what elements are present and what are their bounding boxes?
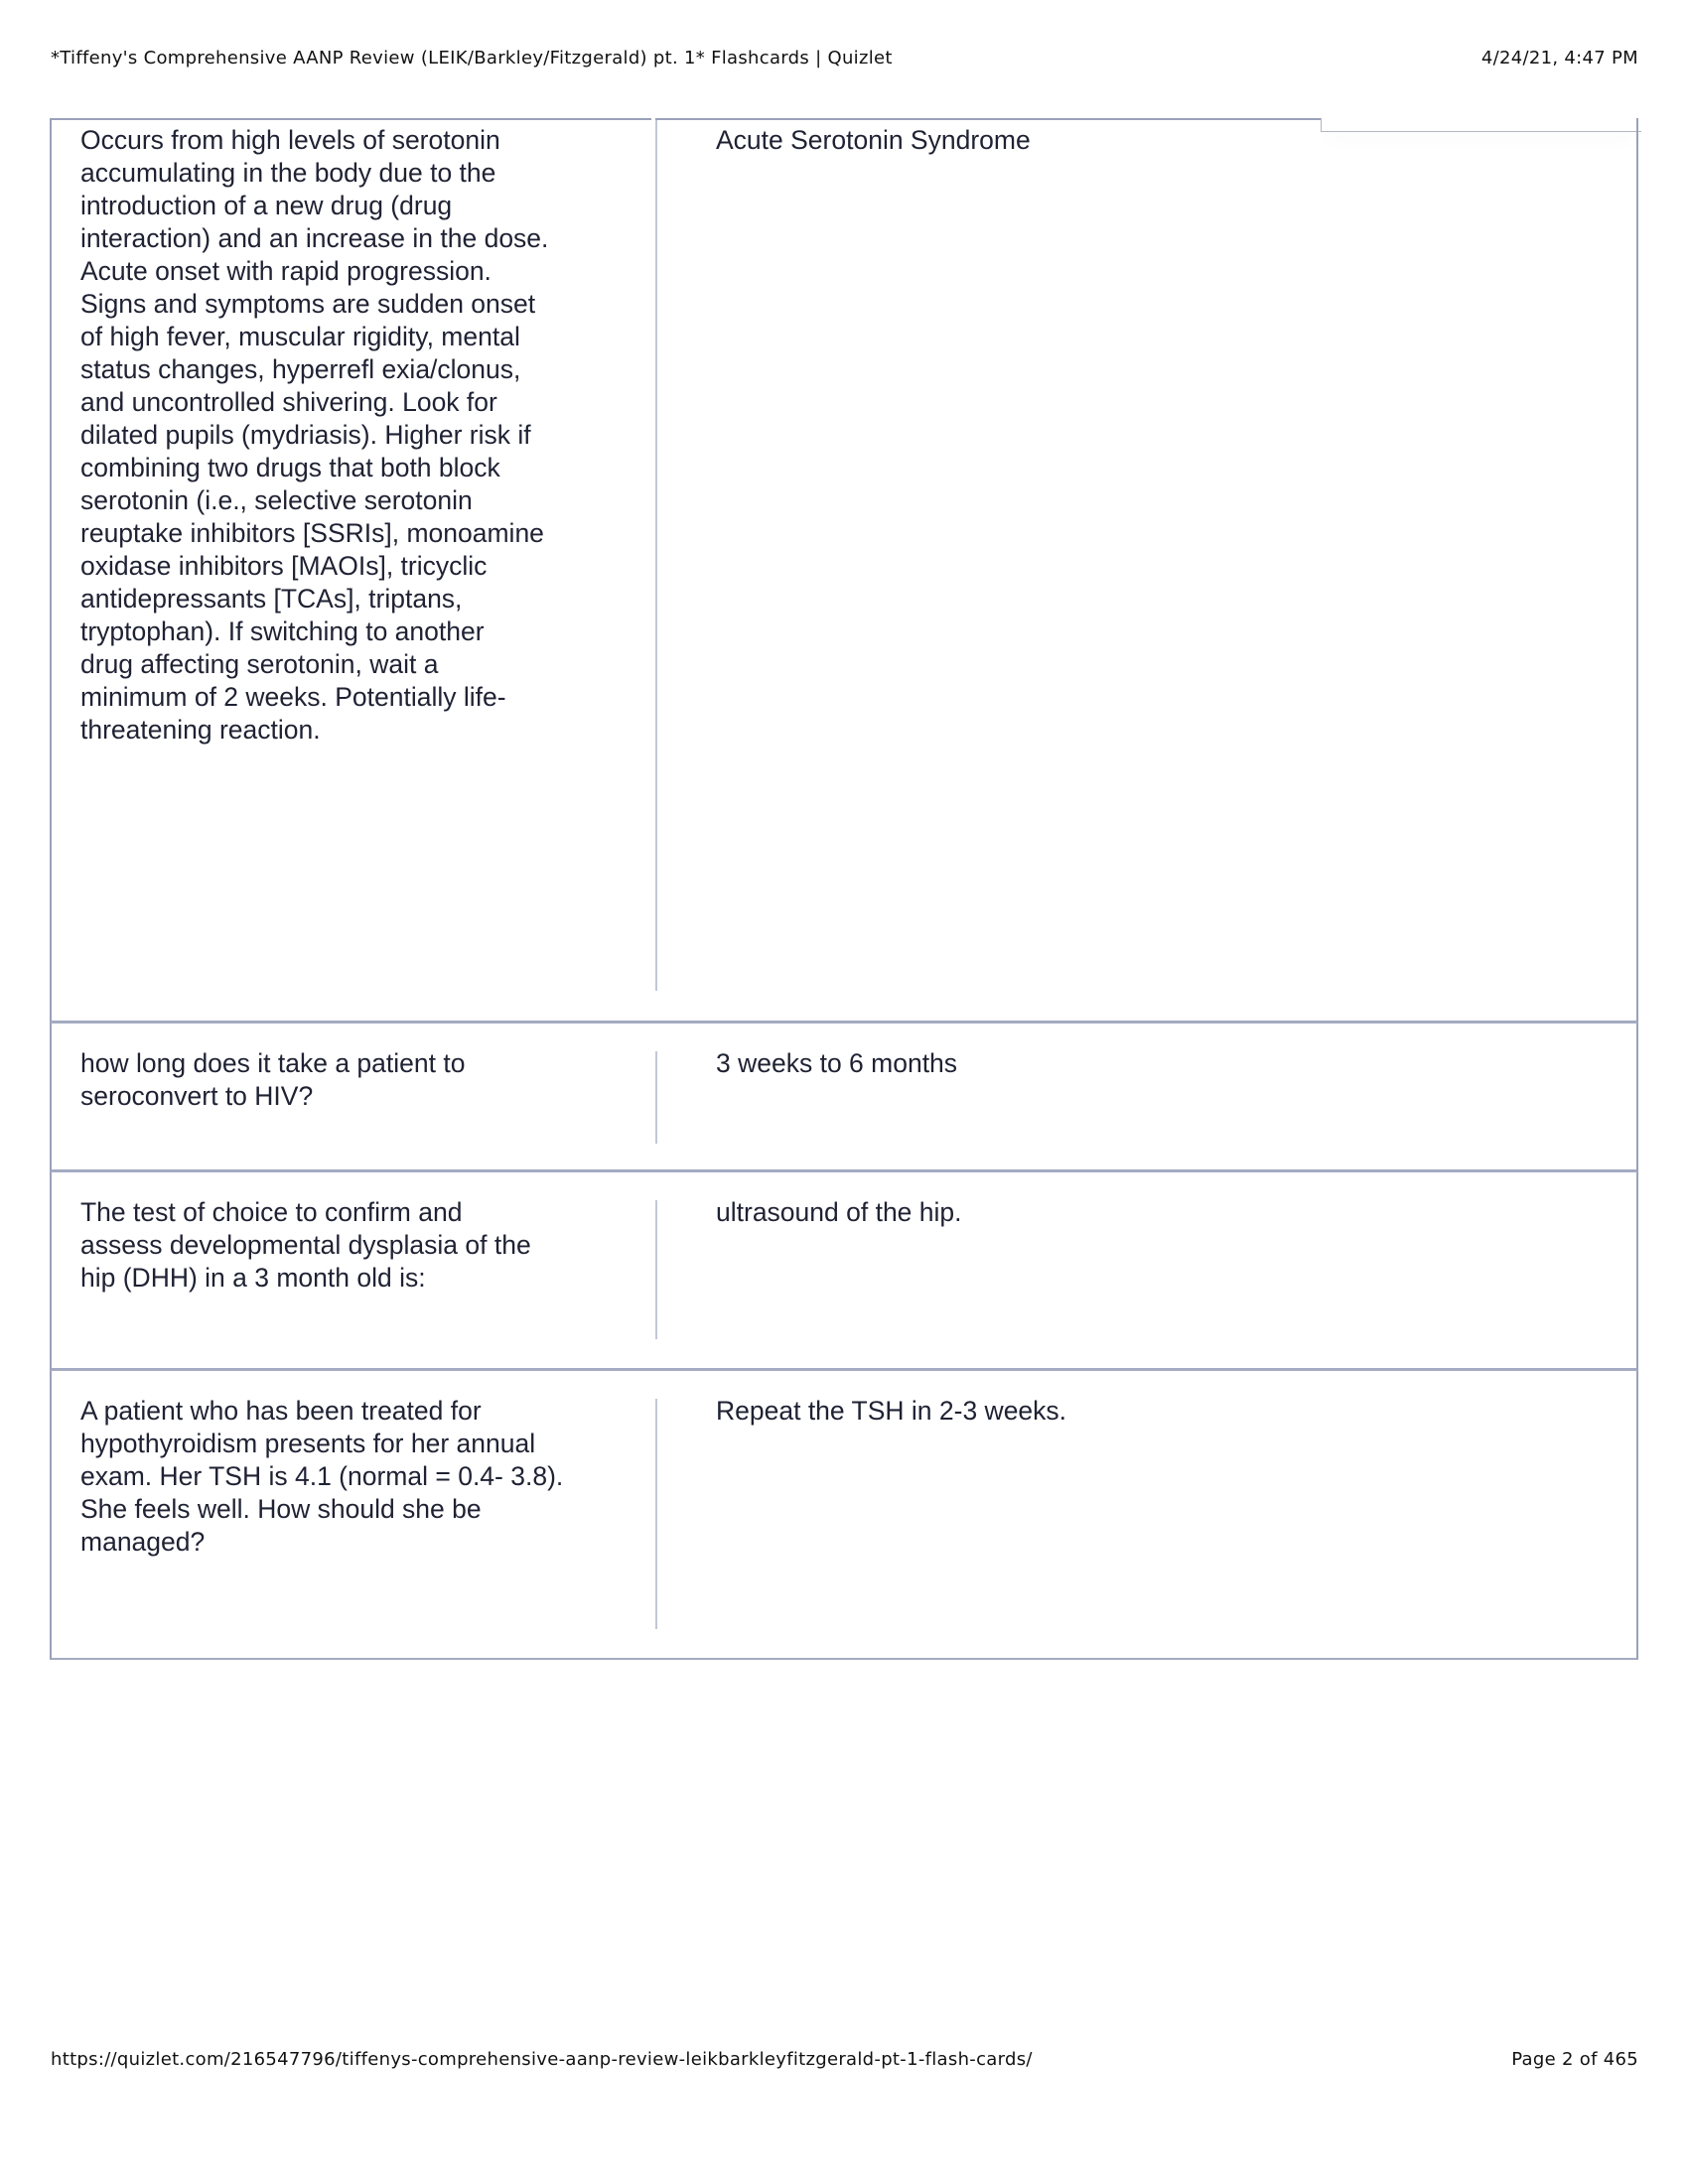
term-line: status changes, hyperrefl exia/clonus, [80,354,521,384]
card-definition: Acute Serotonin Syndrome [716,125,1031,155]
term-line: introduction of a new drug (drug [80,191,453,220]
term-line: dilated pupils (mydriasis). Higher risk if [80,420,531,450]
term-line: accumulating in the body due to the [80,158,496,188]
term-line: interaction) and an increase in the dose. [80,223,549,253]
card-term [80,1395,636,1559]
card-definition: 3 weeks to 6 months [716,1048,958,1078]
column-divider [655,1399,657,1629]
term-line: Acute onset with rapid progression. [80,256,492,286]
term-line: seroconvert to HIV? [80,1081,314,1111]
column-divider [655,1200,657,1339]
flashcard-row [50,1024,1638,1172]
column-divider [655,1051,657,1144]
term-line: A patient who has been treated for [80,1396,482,1426]
term-line: combining two drugs that both block [80,453,500,482]
term-line: reuptake inhibitors [SSRIs], monoamine [80,518,544,548]
term-line: how long does it take a patient to [80,1048,466,1078]
page-number: Page 2 of 465 [1511,2049,1638,2070]
term-line: antidepressants [TCAs], triptans, [80,584,463,614]
flashcard-row [50,1172,1638,1371]
card-definition: ultrasound of the hip. [716,1197,962,1227]
term-line: of high fever, muscular rigidity, mental [80,322,520,351]
term-line: serotonin (i.e., selective serotonin [80,485,473,515]
term-line: and uncontrolled shivering. Look for [80,387,497,417]
term-line: drug affecting serotonin, wait a [80,649,439,679]
flashcard-row [50,1371,1638,1660]
card-term [80,1047,636,1113]
print-datetime: 4/24/21, 4:47 PM [1480,48,1638,68]
card-definition: Repeat the TSH in 2-3 weeks. [716,1396,1067,1426]
term-line: minimum of 2 weeks. Potentially life- [80,682,506,712]
flashcard-row [50,118,1638,1024]
term-line: Signs and symptoms are sudden onset [80,289,536,319]
page-url: https://quizlet.com/216547796/tiffenys-comprehensive-aanp-review-leikbarkleyfitzgerald-pt-1-flash-cards/ [51,2049,1033,2070]
term-line: hip (DHH) in a 3 month old is: [80,1263,426,1293]
term-line: hypothyroidism presents for her annual [80,1429,536,1458]
term-line: She feels well. How should she be [80,1494,482,1524]
term-line: exam. Her TSH is 4.1 (normal = 0.4- 3.8). [80,1461,564,1491]
document-title: *Tiffeny's Comprehensive AANP Review (LEIK/Barkley/Fitzgerald) pt. 1* Flashcards | Quizlet [51,48,893,68]
term-line: tryptophan). If switching to another [80,616,485,646]
term-line: oxidase inhibitors [MAOIs], tricyclic [80,551,488,581]
column-divider [655,120,657,991]
card-term [80,124,636,747]
card-term [80,1196,636,1295]
term-line: Occurs from high levels of serotonin [80,125,500,155]
term-line: managed? [80,1527,206,1557]
term-line: The test of choice to confirm and [80,1197,463,1227]
term-line: threatening reaction. [80,715,321,745]
term-line: assess developmental dysplasia of the [80,1230,531,1260]
